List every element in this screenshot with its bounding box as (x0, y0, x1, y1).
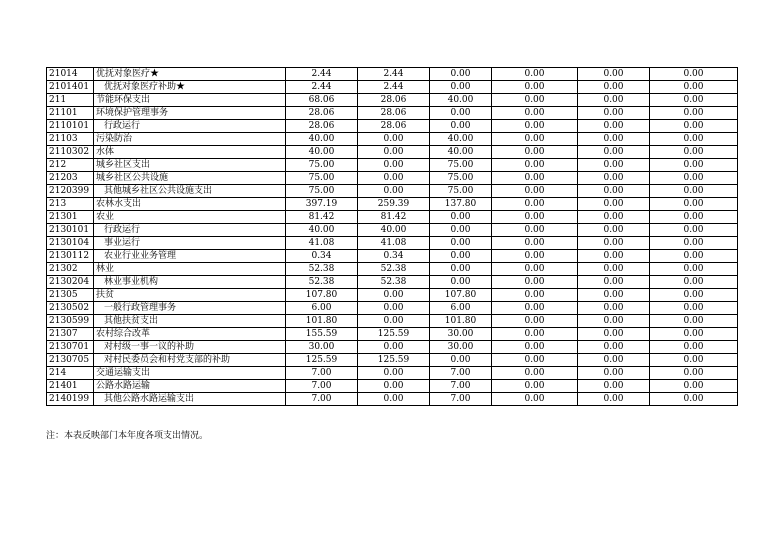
cell-value: 125.59 (286, 354, 358, 367)
cell-name: 城乡社区支出 (94, 159, 286, 172)
cell-value: 0.00 (430, 250, 492, 263)
cell-value: 41.08 (286, 237, 358, 250)
cell-value: 0.00 (492, 393, 578, 406)
cell-value: 107.80 (430, 289, 492, 302)
cell-name: 城乡社区公共设施 (94, 172, 286, 185)
cell-name: 其他城乡社区公共设施支出 (94, 185, 286, 198)
cell-value: 0.00 (492, 159, 578, 172)
cell-value: 155.59 (286, 328, 358, 341)
cell-value: 0.00 (492, 94, 578, 107)
cell-code: 21301 (47, 211, 94, 224)
cell-value: 75.00 (430, 159, 492, 172)
cell-code: 2120399 (47, 185, 94, 198)
cell-value: 0.00 (650, 380, 738, 393)
cell-value: 0.00 (492, 289, 578, 302)
cell-name: 优抚对象医疗★ (94, 68, 286, 81)
cell-value: 0.00 (430, 81, 492, 94)
cell-value: 2.44 (286, 81, 358, 94)
cell-value: 0.00 (650, 94, 738, 107)
cell-value: 0.00 (650, 159, 738, 172)
table-row (47, 120, 738, 133)
cell-value: 0.00 (358, 302, 430, 315)
table-row (47, 315, 738, 328)
table-row (47, 211, 738, 224)
cell-value: 0.00 (650, 185, 738, 198)
cell-name: 水体 (94, 146, 286, 159)
cell-value: 75.00 (286, 185, 358, 198)
cell-value: 0.00 (650, 302, 738, 315)
cell-value: 0.00 (492, 68, 578, 81)
cell-value: 0.00 (650, 276, 738, 289)
table-body (47, 68, 738, 406)
cell-name: 林业 (94, 263, 286, 276)
cell-value: 125.59 (358, 354, 430, 367)
cell-name: 林业事业机构 (94, 276, 286, 289)
cell-value: 28.06 (358, 94, 430, 107)
cell-value: 259.39 (358, 198, 430, 211)
table-row (47, 263, 738, 276)
cell-value: 0.00 (358, 133, 430, 146)
cell-name: 扶贫 (94, 289, 286, 302)
cell-code: 21014 (47, 68, 94, 81)
cell-value: 7.00 (286, 367, 358, 380)
cell-value: 28.06 (286, 120, 358, 133)
cell-value: 0.00 (578, 185, 650, 198)
cell-value: 0.00 (578, 198, 650, 211)
cell-value: 0.00 (650, 198, 738, 211)
cell-value: 0.00 (650, 289, 738, 302)
cell-value: 0.00 (430, 276, 492, 289)
cell-value: 0.00 (650, 133, 738, 146)
cell-value: 0.00 (430, 237, 492, 250)
cell-value: 0.00 (650, 68, 738, 81)
cell-code: 2130101 (47, 224, 94, 237)
cell-value: 0.00 (578, 146, 650, 159)
cell-value: 0.00 (650, 146, 738, 159)
cell-value: 0.00 (578, 354, 650, 367)
cell-value: 0.00 (578, 133, 650, 146)
cell-name: 环境保护管理事务 (94, 107, 286, 120)
cell-value: 0.00 (578, 276, 650, 289)
cell-value: 0.00 (650, 224, 738, 237)
cell-value: 0.00 (492, 237, 578, 250)
cell-code: 2130502 (47, 302, 94, 315)
cell-value: 0.00 (358, 172, 430, 185)
cell-code: 213 (47, 198, 94, 211)
cell-value: 0.00 (578, 250, 650, 263)
cell-code: 2130599 (47, 315, 94, 328)
cell-code: 2101401 (47, 81, 94, 94)
table-row (47, 328, 738, 341)
cell-value: 7.00 (286, 393, 358, 406)
cell-value: 0.00 (650, 81, 738, 94)
cell-value: 0.00 (578, 107, 650, 120)
cell-code: 21401 (47, 380, 94, 393)
cell-value: 0.00 (578, 367, 650, 380)
cell-name: 其他扶贫支出 (94, 315, 286, 328)
cell-value: 0.00 (578, 68, 650, 81)
cell-code: 212 (47, 159, 94, 172)
cell-value: 0.34 (358, 250, 430, 263)
cell-value: 30.00 (430, 328, 492, 341)
cell-value: 0.00 (650, 393, 738, 406)
cell-code: 2130104 (47, 237, 94, 250)
cell-value: 0.00 (492, 224, 578, 237)
cell-value: 7.00 (286, 380, 358, 393)
cell-code: 214 (47, 367, 94, 380)
cell-value: 0.00 (492, 146, 578, 159)
cell-name: 农业行业业务管理 (94, 250, 286, 263)
cell-value: 0.00 (650, 315, 738, 328)
cell-code: 21302 (47, 263, 94, 276)
cell-value: 0.00 (578, 120, 650, 133)
cell-value: 7.00 (430, 367, 492, 380)
cell-value: 0.00 (650, 341, 738, 354)
cell-value: 7.00 (430, 393, 492, 406)
cell-value: 0.00 (578, 211, 650, 224)
table-row (47, 94, 738, 107)
cell-value: 0.00 (578, 302, 650, 315)
cell-value: 0.00 (492, 107, 578, 120)
cell-value: 52.38 (286, 263, 358, 276)
cell-value: 0.00 (578, 393, 650, 406)
cell-value: 0.00 (358, 341, 430, 354)
cell-name: 事业运行 (94, 237, 286, 250)
cell-value: 0.00 (650, 328, 738, 341)
cell-name: 行政运行 (94, 120, 286, 133)
cell-name: 对村民委员会和村党支部的补助 (94, 354, 286, 367)
cell-value: 0.00 (578, 315, 650, 328)
cell-value: 0.00 (430, 263, 492, 276)
cell-value: 6.00 (430, 302, 492, 315)
cell-value: 0.00 (650, 211, 738, 224)
cell-value: 101.80 (430, 315, 492, 328)
cell-value: 41.08 (358, 237, 430, 250)
cell-value: 0.00 (492, 211, 578, 224)
cell-value: 0.00 (578, 263, 650, 276)
cell-value: 0.00 (492, 172, 578, 185)
cell-value: 0.00 (492, 250, 578, 263)
cell-value: 0.00 (358, 159, 430, 172)
cell-value: 125.59 (358, 328, 430, 341)
table-row (47, 133, 738, 146)
table-row (47, 68, 738, 81)
cell-code: 21203 (47, 172, 94, 185)
cell-code: 21305 (47, 289, 94, 302)
table-row (47, 185, 738, 198)
cell-code: 2130705 (47, 354, 94, 367)
cell-code: 2110302 (47, 146, 94, 159)
cell-value: 0.00 (492, 315, 578, 328)
cell-value: 40.00 (358, 224, 430, 237)
table-row (47, 146, 738, 159)
cell-value: 52.38 (358, 276, 430, 289)
cell-value: 0.00 (430, 107, 492, 120)
cell-code: 2110101 (47, 120, 94, 133)
cell-value: 52.38 (286, 276, 358, 289)
cell-value: 0.00 (578, 94, 650, 107)
cell-name: 优抚对象医疗补助★ (94, 81, 286, 94)
cell-value: 75.00 (286, 159, 358, 172)
cell-name: 农村综合改革 (94, 328, 286, 341)
cell-value: 107.80 (286, 289, 358, 302)
table-row (47, 224, 738, 237)
cell-code: 2130701 (47, 341, 94, 354)
cell-name: 污染防治 (94, 133, 286, 146)
cell-value: 0.00 (650, 237, 738, 250)
cell-value: 0.00 (578, 289, 650, 302)
cell-value: 75.00 (430, 172, 492, 185)
cell-value: 0.00 (430, 120, 492, 133)
cell-value: 75.00 (286, 172, 358, 185)
table-row (47, 367, 738, 380)
cell-value: 0.00 (650, 250, 738, 263)
cell-name: 行政运行 (94, 224, 286, 237)
cell-value: 30.00 (430, 341, 492, 354)
cell-value: 0.00 (430, 211, 492, 224)
cell-value: 0.00 (650, 172, 738, 185)
cell-value: 0.00 (492, 380, 578, 393)
cell-value: 6.00 (286, 302, 358, 315)
table-row (47, 237, 738, 250)
cell-code: 21307 (47, 328, 94, 341)
cell-value: 40.00 (286, 146, 358, 159)
footnote: 注：本表反映部门本年度各项支出情况。 (46, 431, 209, 441)
cell-value: 28.06 (358, 120, 430, 133)
cell-code: 2130204 (47, 276, 94, 289)
cell-value: 0.00 (650, 120, 738, 133)
cell-value: 40.00 (286, 224, 358, 237)
cell-name: 对村级一事一议的补助 (94, 341, 286, 354)
table-row (47, 250, 738, 263)
cell-value: 0.00 (358, 289, 430, 302)
cell-value: 0.00 (492, 81, 578, 94)
cell-value: 101.80 (286, 315, 358, 328)
cell-value: 137.80 (430, 198, 492, 211)
table-row (47, 159, 738, 172)
cell-value: 0.00 (578, 237, 650, 250)
cell-value: 2.44 (286, 68, 358, 81)
cell-value: 75.00 (430, 185, 492, 198)
cell-code: 2140199 (47, 393, 94, 406)
cell-code: 2130112 (47, 250, 94, 263)
cell-value: 30.00 (286, 341, 358, 354)
cell-value: 81.42 (358, 211, 430, 224)
cell-value: 0.00 (578, 341, 650, 354)
cell-value: 7.00 (430, 380, 492, 393)
cell-value: 0.00 (492, 276, 578, 289)
cell-value: 0.00 (492, 354, 578, 367)
cell-value: 28.06 (358, 107, 430, 120)
cell-value: 0.00 (492, 120, 578, 133)
cell-value: 0.00 (650, 263, 738, 276)
cell-value: 0.00 (492, 198, 578, 211)
cell-code: 21101 (47, 107, 94, 120)
table-row (47, 81, 738, 94)
cell-value: 40.00 (430, 133, 492, 146)
table-row (47, 341, 738, 354)
cell-value: 0.00 (492, 328, 578, 341)
table-row (47, 172, 738, 185)
cell-value: 2.44 (358, 68, 430, 81)
cell-value: 0.00 (578, 224, 650, 237)
table-row (47, 289, 738, 302)
cell-value: 0.00 (358, 146, 430, 159)
cell-name: 农林水支出 (94, 198, 286, 211)
table-row (47, 198, 738, 211)
cell-value: 0.00 (430, 68, 492, 81)
cell-value: 0.00 (650, 107, 738, 120)
cell-name: 农业 (94, 211, 286, 224)
table-row (47, 380, 738, 393)
cell-value: 0.00 (358, 315, 430, 328)
cell-value: 0.00 (578, 328, 650, 341)
cell-code: 21103 (47, 133, 94, 146)
cell-name: 一般行政管理事务 (94, 302, 286, 315)
cell-name: 公路水路运输 (94, 380, 286, 393)
cell-value: 0.00 (578, 172, 650, 185)
cell-value: 2.44 (358, 81, 430, 94)
cell-value: 0.00 (430, 354, 492, 367)
cell-value: 0.00 (578, 159, 650, 172)
cell-value: 0.00 (578, 380, 650, 393)
cell-value: 52.38 (358, 263, 430, 276)
cell-value: 0.00 (358, 185, 430, 198)
cell-value: 0.34 (286, 250, 358, 263)
table-row (47, 107, 738, 120)
cell-value: 0.00 (492, 133, 578, 146)
cell-value: 0.00 (492, 367, 578, 380)
cell-value: 0.00 (492, 302, 578, 315)
table-row (47, 276, 738, 289)
cell-value: 28.06 (286, 107, 358, 120)
cell-name: 交通运输支出 (94, 367, 286, 380)
cell-value: 0.00 (492, 341, 578, 354)
cell-value: 0.00 (358, 367, 430, 380)
cell-value: 0.00 (650, 354, 738, 367)
cell-value: 40.00 (430, 94, 492, 107)
table-row (47, 393, 738, 406)
cell-value: 81.42 (286, 211, 358, 224)
cell-value: 0.00 (358, 393, 430, 406)
cell-value: 40.00 (430, 146, 492, 159)
cell-value: 0.00 (358, 380, 430, 393)
cell-value: 0.00 (578, 81, 650, 94)
cell-value: 0.00 (430, 224, 492, 237)
expenditure-table (46, 67, 738, 406)
table-row (47, 302, 738, 315)
cell-value: 40.00 (286, 133, 358, 146)
cell-code: 211 (47, 94, 94, 107)
cell-name: 其他公路水路运输支出 (94, 393, 286, 406)
cell-value: 397.19 (286, 198, 358, 211)
table-row (47, 354, 738, 367)
cell-value: 0.00 (492, 185, 578, 198)
cell-value: 68.06 (286, 94, 358, 107)
cell-name: 节能环保支出 (94, 94, 286, 107)
cell-value: 0.00 (650, 367, 738, 380)
cell-value: 0.00 (492, 263, 578, 276)
